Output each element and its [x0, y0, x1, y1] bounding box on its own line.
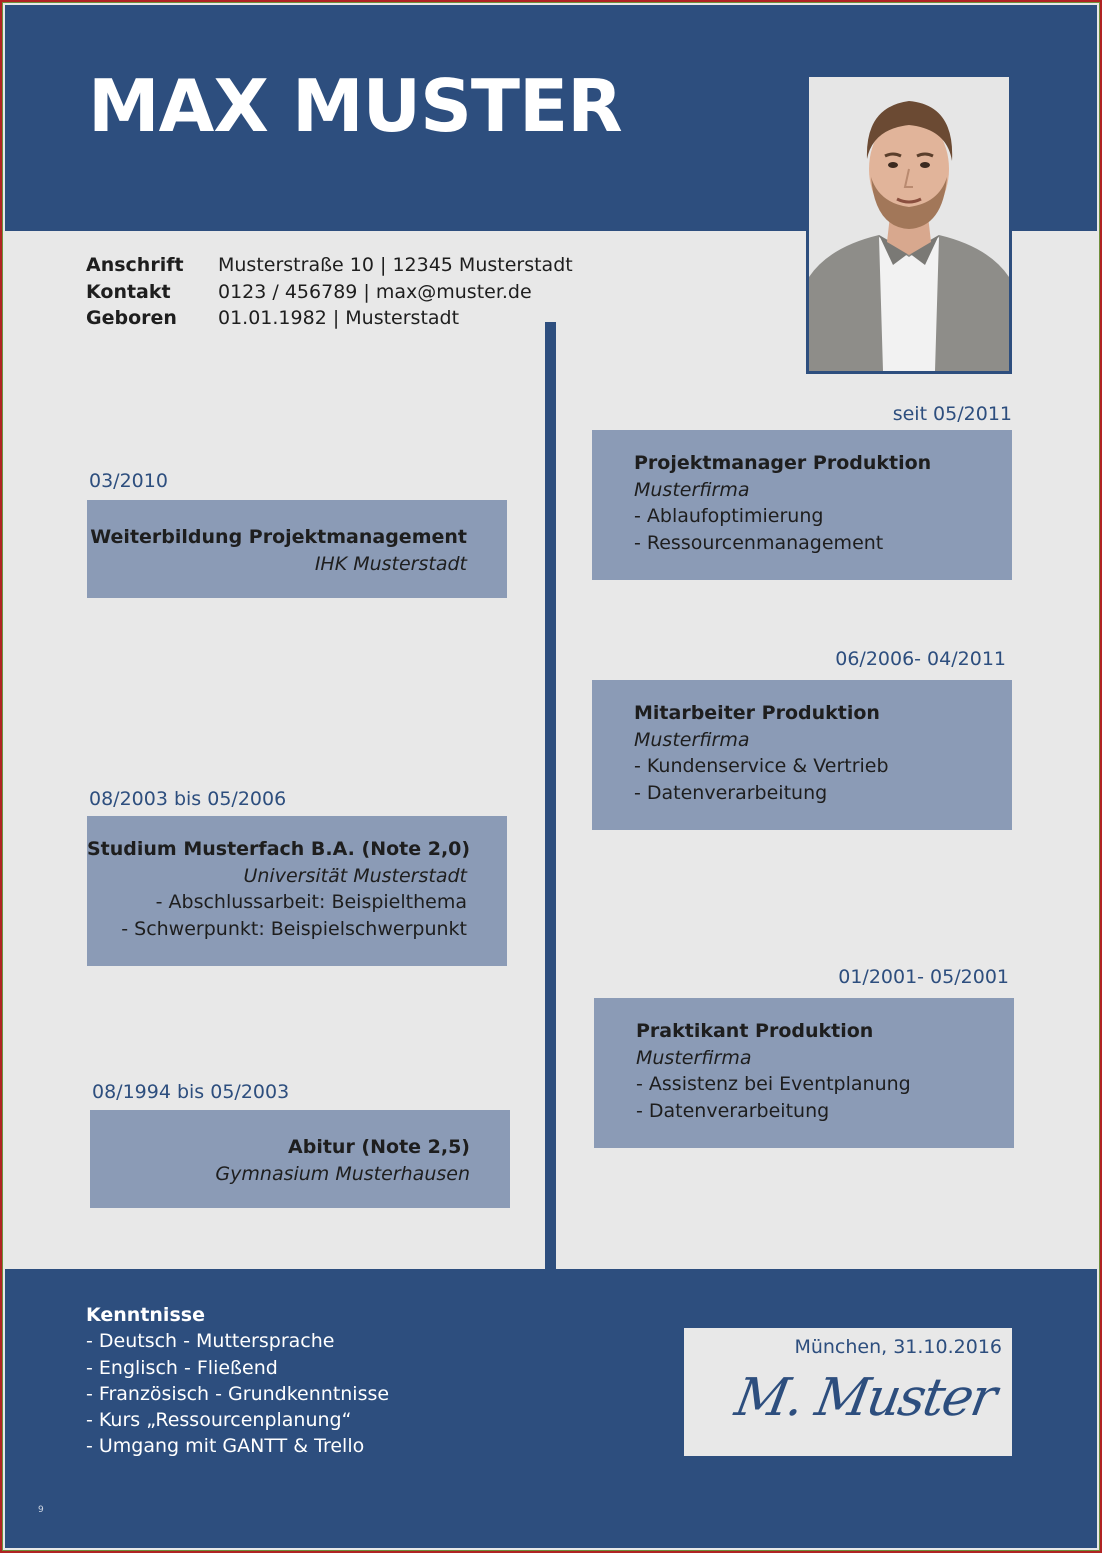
info-row [86, 305, 573, 332]
profile-photo [809, 77, 1009, 371]
card-line: - Ressourcenmanagement [634, 531, 884, 554]
place-date: München, 31.10.2016 [794, 1336, 1002, 1358]
timeline-line [545, 322, 556, 1270]
education-card [87, 500, 507, 598]
card-title: Praktikant Produktion [636, 1020, 874, 1042]
info-label: Kontakt [86, 280, 171, 303]
experience-card [592, 680, 1012, 830]
entry-date: 01/2001- 05/2001 [838, 966, 1009, 988]
card-title: Projektmanager Produktion [634, 452, 932, 474]
card-subtitle: IHK Musterstadt [314, 552, 467, 575]
card-title: Abitur (Note 2,5) [288, 1136, 470, 1158]
info-value: 0123 / 456789 | max@muster.de [218, 280, 532, 303]
info-value: Musterstraße 10 | 12345 Musterstadt [218, 254, 573, 276]
skill-item: - Deutsch - Muttersprache [86, 1330, 335, 1353]
signature-box [684, 1328, 1012, 1456]
personal-info [86, 252, 573, 332]
card-subtitle: Musterfirma [636, 1046, 752, 1069]
card-line: - Kundenservice & Vertrieb [634, 755, 889, 777]
skill-item: - Kurs „Ressourcenplanung“ [86, 1409, 352, 1432]
profile-photo-frame [806, 74, 1012, 374]
card-subtitle: Universität Musterstadt [243, 864, 467, 887]
info-row [86, 279, 573, 306]
card-subtitle: Musterfirma [634, 478, 750, 501]
skill-item: - Französisch - Grundkenntnisse [86, 1382, 390, 1405]
entry-date: 06/2006- 04/2011 [835, 648, 1006, 670]
card-title: Weiterbildung Projektmanagement [90, 526, 467, 548]
experience-card [594, 998, 1014, 1148]
info-value: 01.01.1982 | Musterstadt [218, 307, 460, 329]
card-subtitle: Gymnasium Musterhausen [215, 1162, 470, 1185]
card-title: Mitarbeiter Produktion [634, 702, 880, 724]
skill-item: - Englisch - Fließend [86, 1356, 278, 1379]
info-label: Geboren [86, 307, 177, 329]
skill-item: - Umgang mit GANTT & Trello [86, 1435, 365, 1458]
skills-title: Kenntnisse [86, 1304, 205, 1326]
entry-date: 08/2003 bis 05/2006 [89, 788, 287, 810]
education-card [87, 816, 507, 966]
entry-date: seit 05/2011 [892, 403, 1012, 425]
card-line: - Assistenz bei Eventplanung [636, 1073, 911, 1095]
entry-date: 08/1994 bis 05/2003 [92, 1081, 290, 1103]
card-line: - Ablaufoptimierung [634, 505, 824, 527]
applicant-name: MAX MUSTER [88, 64, 622, 148]
card-line: - Abschlussarbeit: Beispielthema [155, 891, 467, 913]
experience-card [592, 430, 1012, 580]
info-label: Anschrift [86, 254, 184, 276]
info-row [86, 252, 573, 279]
education-card [90, 1110, 510, 1208]
card-line: - Schwerpunkt: Beispielschwerpunkt [121, 917, 467, 940]
skills-section [86, 1302, 389, 1460]
card-line: - Datenverarbeitung [636, 1099, 830, 1122]
card-title: Studium Musterfach B.A. (Note 2,0) [87, 838, 471, 860]
card-subtitle: Musterfirma [634, 728, 750, 751]
card-line: - Datenverarbeitung [634, 781, 828, 804]
entry-date: 03/2010 [89, 470, 168, 492]
signature: M. Muster [730, 1368, 1000, 1428]
page-number: 9 [38, 1505, 44, 1515]
